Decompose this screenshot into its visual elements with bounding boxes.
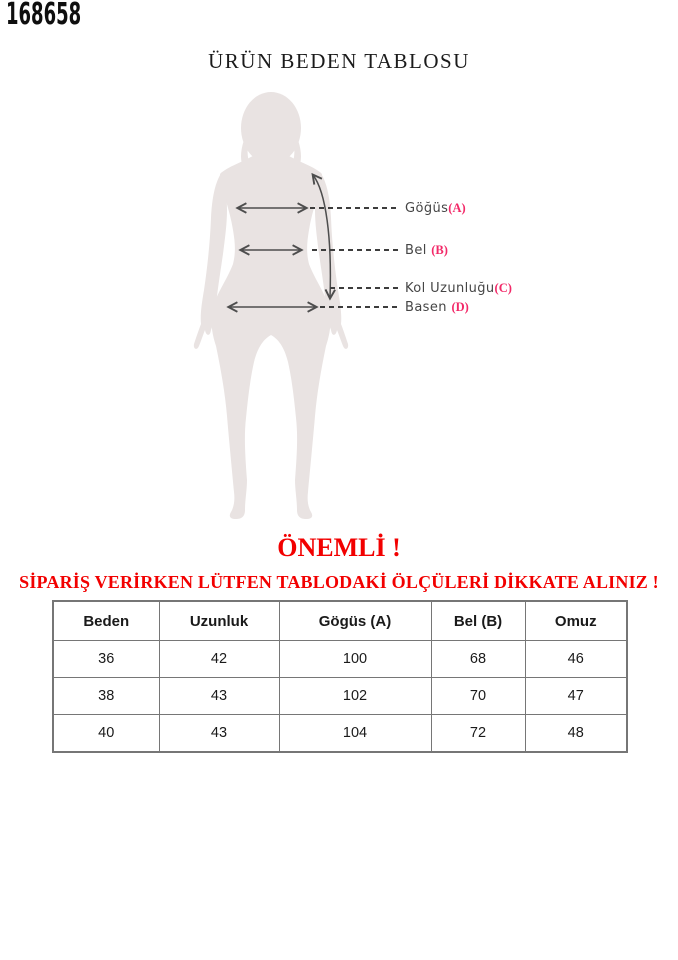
order-warning-message: SİPARİŞ VERİRKEN LÜTFEN TABLODAKİ ÖLÇÜLERİ DİKKATE ALINIZ ! (19, 572, 659, 592)
col-header-omuz: Omuz (525, 601, 627, 641)
important-heading: ÖNEMLİ ! (277, 533, 401, 562)
hip-label-text: Basen (405, 300, 452, 315)
size-table (52, 600, 628, 753)
chest-label-text: Göğüs (405, 201, 449, 216)
chest-dashed-line (310, 207, 398, 209)
table-cell: 43 (159, 715, 279, 753)
table-cell: 47 (525, 678, 627, 715)
waist-label-text: Bel (405, 243, 432, 258)
table-cell: 48 (525, 715, 627, 753)
waist-label (405, 242, 448, 259)
table-cell: 104 (279, 715, 431, 753)
size-table-header-row (53, 601, 627, 641)
sleeve-label (405, 280, 512, 297)
hip-label-code: (D) (451, 300, 469, 314)
body-measurement-diagram (170, 88, 550, 520)
hip-dashed-line (320, 306, 398, 308)
sleeve-label-code: (C) (494, 281, 512, 295)
table-cell: 40 (53, 715, 159, 753)
sleeve-label-text: Kol Uzunluğu (405, 281, 495, 296)
table-row (53, 641, 627, 678)
col-header-gogus: Gögüs (A) (279, 601, 431, 641)
table-cell: 68 (431, 641, 525, 678)
table-cell: 42 (159, 641, 279, 678)
table-cell: 72 (431, 715, 525, 753)
table-row (53, 678, 627, 715)
chest-label-code: (A) (448, 201, 466, 215)
col-header-uzunluk: Uzunluk (159, 601, 279, 641)
product-code: 168658 (6, 0, 82, 32)
table-cell: 100 (279, 641, 431, 678)
table-cell: 43 (159, 678, 279, 715)
table-cell: 36 (53, 641, 159, 678)
table-row (53, 715, 627, 753)
female-body-silhouette (170, 88, 370, 520)
chest-label (405, 200, 466, 217)
hip-label (405, 299, 469, 316)
col-header-bel: Bel (B) (431, 601, 525, 641)
table-cell: 70 (431, 678, 525, 715)
col-header-beden: Beden (53, 601, 159, 641)
table-cell: 102 (279, 678, 431, 715)
table-cell: 46 (525, 641, 627, 678)
waist-label-code: (B) (431, 243, 448, 257)
waist-dashed-line (312, 249, 398, 251)
page-title: ÜRÜN BEDEN TABLOSU (208, 49, 470, 73)
table-cell: 38 (53, 678, 159, 715)
sleeve-dashed-line (330, 287, 398, 289)
